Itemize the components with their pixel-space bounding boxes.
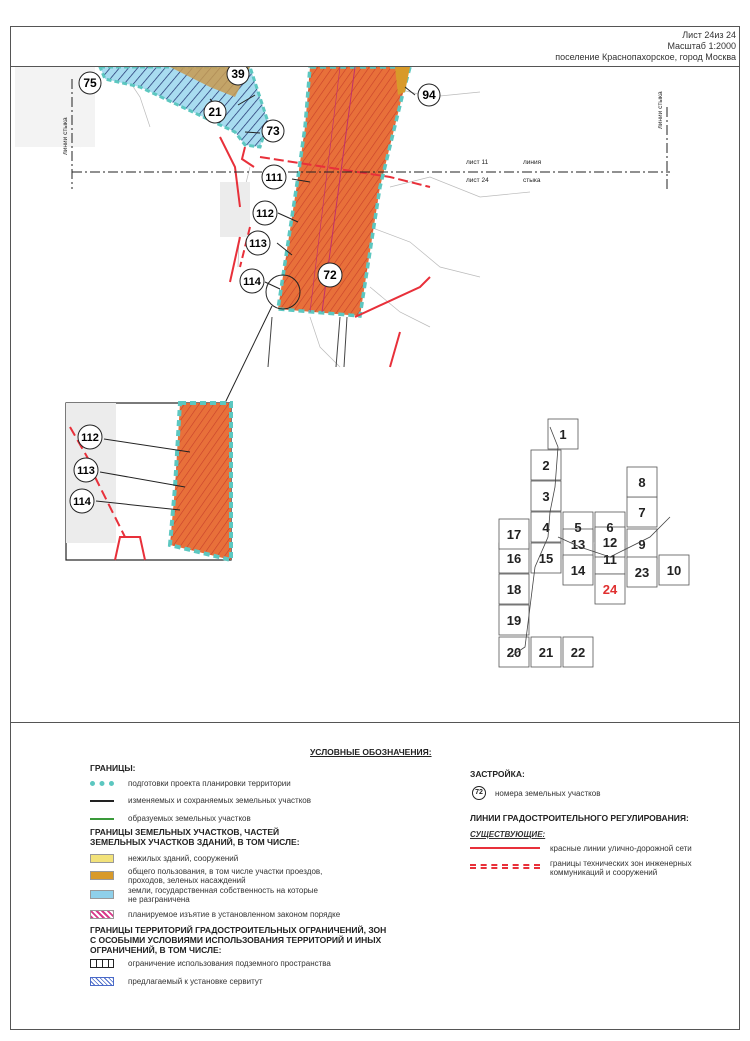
magnifier-connector — [225, 306, 272, 403]
legend-boundaries-title: ГРАНИЦЫ: — [90, 763, 136, 773]
index-label-17: 17 — [506, 527, 522, 542]
junction-right-label: линии стыка — [657, 91, 664, 129]
swatch-seizure — [90, 910, 114, 919]
parcel-73-marker — [262, 120, 284, 142]
parcel-21-marker — [204, 101, 226, 123]
legend-lines-title: ЛИНИИ ГРАДОСТРОИТЕЛЬНОГО РЕГУЛИРОВАНИЯ: — [470, 813, 689, 823]
junction-sheet-bottom-word: стыка — [523, 177, 541, 184]
legend-existing: СУЩЕСТВУЮЩИЕ: — [470, 830, 546, 839]
index-label-3: 3 — [542, 489, 550, 504]
parcel-111-marker — [262, 165, 286, 189]
swatch-new-parcel — [90, 818, 114, 820]
index-label-5: 5 — [574, 520, 582, 535]
parcel-75-marker — [79, 72, 101, 94]
parcel-39-marker — [227, 67, 249, 85]
inset-parcel-114-marker — [70, 489, 94, 513]
index-label-10: 10 — [666, 563, 682, 578]
parcel-72-strip — [278, 67, 410, 316]
svg-text:113: 113 — [249, 238, 267, 250]
legend-build-text: номера земельных участков — [495, 789, 601, 798]
sheet-index-map — [499, 419, 689, 667]
legend-l2: предлагаемый к установке сервитут — [128, 977, 263, 986]
sheet-number: Лист 24из 24 — [682, 30, 736, 40]
sheet-place: поселение Краснопахорское, город Москва — [555, 52, 736, 62]
junction-left-label: линии стыка — [62, 117, 69, 155]
legend-l1: ограничение использования подземного пространства — [128, 959, 331, 968]
legend-limits-title-3: ОГРАНИЧЕНИЙ, В ТОМ ЧИСЛЕ: — [90, 945, 222, 955]
svg-text:21: 21 — [208, 105, 222, 119]
legend-p3a: земли, государственная собственность на которые — [128, 886, 318, 895]
legend-p4: планируемое изъятие в установленном законом порядке — [128, 910, 341, 919]
index-label-24: 24 — [602, 582, 618, 597]
legend-b1: подготовки проекта планировки территории — [128, 779, 291, 788]
legend-title: УСЛОВНЫЕ ОБОЗНАЧЕНИЯ: — [310, 747, 432, 757]
legend-parcels-title-1: ГРАНИЦЫ ЗЕМЕЛЬНЫХ УЧАСТКОВ, ЧАСТЕЙ — [90, 827, 280, 837]
svg-text:113: 113 — [77, 465, 95, 477]
swatch-tech-zone — [470, 864, 540, 869]
map-area[interactable] — [10, 67, 740, 722]
svg-text:112: 112 — [256, 208, 274, 220]
parcel-114-marker — [240, 269, 264, 293]
legend-r1: красные линии улично-дорожной сети — [550, 844, 692, 853]
index-label-18: 18 — [506, 582, 522, 597]
index-label-7: 7 — [638, 505, 646, 520]
legend-p2a: общего пользования, в том числе участки проездов, — [128, 867, 323, 876]
legend-limits-title-1: ГРАНИЦЫ ТЕРРИТОРИЙ ГРАДОСТРОИТЕЛЬНЫХ ОГРАНИЧЕНИЙ, ЗОН — [90, 925, 387, 935]
legend-p3b: не разграничена — [128, 895, 190, 904]
index-label-6: 6 — [606, 520, 614, 535]
sheet-scale: Масштаб 1:2000 — [667, 41, 736, 51]
legend-p2b: проходов, зеленых насаждений — [128, 876, 246, 885]
index-label-1: 1 — [559, 427, 567, 442]
svg-text:114: 114 — [243, 276, 261, 288]
map-canvas — [10, 67, 740, 722]
junction-sheet-bottom: лист 24 — [466, 177, 489, 184]
svg-text:39: 39 — [231, 67, 245, 81]
legend-build-number-marker: 72 — [472, 786, 486, 800]
legend-r2b: коммуникаций и сооружений — [550, 868, 658, 877]
swatch-state-land — [90, 890, 114, 899]
index-label-4: 4 — [542, 520, 550, 535]
legend-b3: образуемых земельных участков — [128, 814, 251, 823]
inset-parcel-112-marker — [78, 425, 102, 449]
legend-p1: нежилых зданий, сооружений — [128, 854, 239, 863]
index-label-19: 19 — [506, 613, 522, 628]
sheet-header — [555, 30, 736, 63]
index-label-13: 13 — [570, 537, 586, 552]
index-label-23: 23 — [634, 565, 650, 580]
parcel-113-marker — [246, 231, 270, 255]
legend-build-title: ЗАСТРОЙКА: — [470, 769, 525, 779]
svg-text:112: 112 — [81, 432, 99, 444]
parcel-112-marker — [253, 201, 277, 225]
legend-b2: изменяемых и сохраняемых земельных участков — [128, 796, 311, 805]
swatch-servitude — [90, 977, 114, 986]
swatch-planning-boundary — [90, 781, 114, 787]
legend-parcels-title-2: ЗЕМЕЛЬНЫХ УЧАСТКОВ ЗДАНИЙ, В ТОМ ЧИСЛЕ: — [90, 837, 300, 847]
swatch-nonresidential — [90, 854, 114, 863]
index-label-22: 22 — [570, 645, 586, 660]
legend-limits-title-2: С ОСОБЫМИ УСЛОВИЯМИ ИСПОЛЬЗОВАНИЯ ТЕРРИТОРИЙ И ИНЫХ — [90, 935, 382, 945]
index-label-14: 14 — [570, 563, 586, 578]
junction-sheet-top: лист 11 — [466, 159, 489, 166]
junction-sheet-top-word: линия — [523, 159, 542, 166]
index-label-12: 12 — [602, 535, 618, 550]
swatch-public-use — [90, 871, 114, 880]
svg-text:75: 75 — [83, 76, 97, 90]
index-label-9: 9 — [638, 537, 646, 552]
swatch-parcel-boundary — [90, 800, 114, 802]
parcel-72-marker — [318, 263, 342, 287]
index-label-8: 8 — [638, 475, 646, 490]
swatch-underground-limit — [90, 959, 114, 968]
inset-detail — [66, 403, 231, 560]
parcel-94-marker — [418, 84, 440, 106]
legend-r2a: границы технических зон инженерных — [550, 859, 692, 868]
index-label-11: 11 — [603, 552, 617, 567]
svg-text:114: 114 — [73, 496, 91, 508]
svg-text:72: 72 — [323, 268, 337, 282]
index-label-15: 15 — [538, 551, 554, 566]
svg-text:94: 94 — [422, 88, 436, 102]
svg-text:111: 111 — [265, 172, 283, 184]
index-label-20: 20 — [506, 645, 522, 660]
legend-panel — [10, 722, 740, 1030]
index-label-21: 21 — [538, 645, 554, 660]
inset-parcel-113-marker — [74, 458, 98, 482]
swatch-red-line — [470, 847, 540, 849]
index-label-2: 2 — [542, 458, 550, 473]
index-label-16: 16 — [506, 551, 522, 566]
road-lines — [268, 317, 347, 367]
svg-text:73: 73 — [266, 124, 280, 138]
